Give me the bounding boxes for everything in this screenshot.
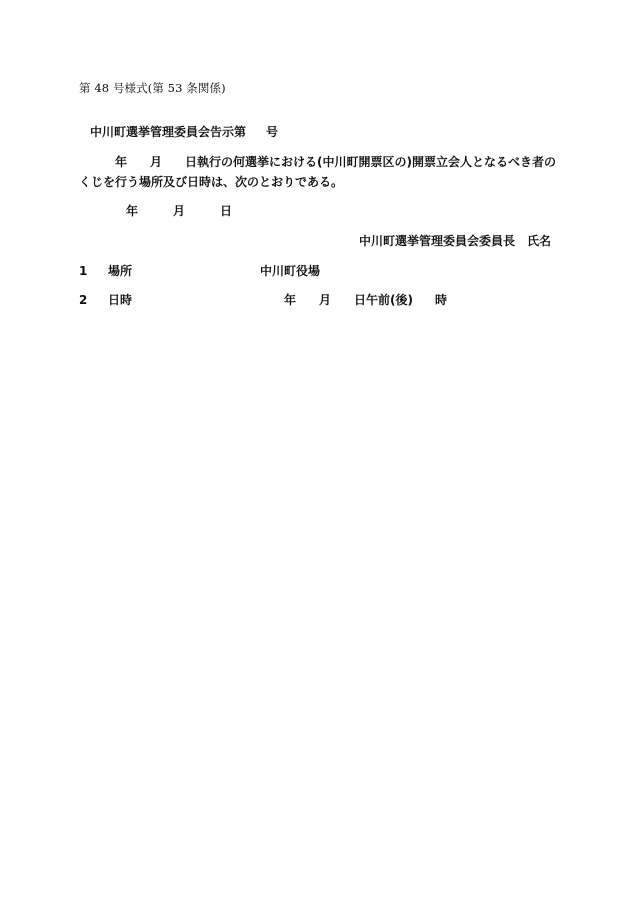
body-year-unit: 年 bbox=[115, 155, 128, 169]
notice-date-day: 日 bbox=[220, 204, 233, 218]
item-month-unit: 月 bbox=[319, 293, 332, 307]
item-day-ampm: 日午前(後) bbox=[354, 293, 413, 307]
notice-number-suffix: 号 bbox=[266, 125, 279, 139]
body-text-line1: 日執行の何選挙における(中川町開票区の)開票立会人となるべき者の bbox=[185, 155, 556, 169]
item-label: 場所 bbox=[108, 264, 133, 278]
notice-title: 中川町選挙管理委員会告示第 bbox=[90, 125, 247, 139]
notice-date-year: 年 bbox=[126, 204, 139, 218]
form-label: 第 48 号様式(第 53 条関係) bbox=[79, 81, 226, 95]
item-number: 1 bbox=[79, 264, 88, 278]
item-year-unit: 年 bbox=[284, 293, 297, 307]
body-text-line2: くじを行う場所及び日時は、次のとおりである。 bbox=[79, 175, 344, 189]
signature-line: 中川町選挙管理委員会委員長 氏名 bbox=[359, 234, 552, 248]
item-hour-unit: 時 bbox=[435, 293, 448, 307]
body-month-unit: 月 bbox=[150, 155, 163, 169]
item-label: 日時 bbox=[108, 293, 133, 307]
notice-date-month: 月 bbox=[173, 204, 186, 218]
item-value: 中川町役場 bbox=[260, 264, 321, 278]
item-number: 2 bbox=[79, 293, 88, 307]
